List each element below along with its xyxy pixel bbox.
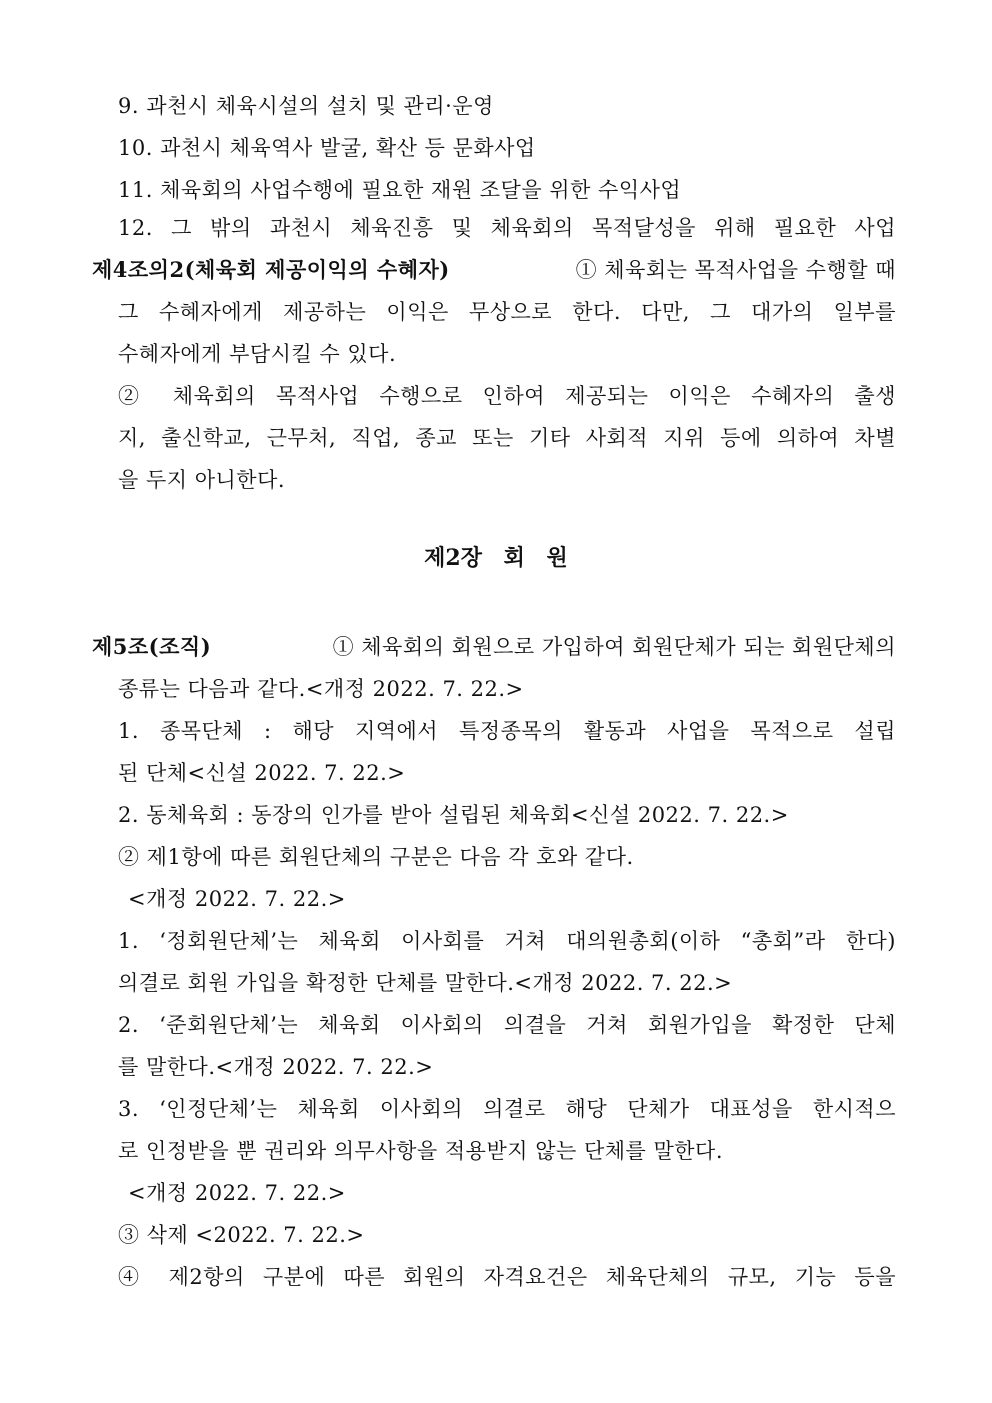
article-5-line: 3. ‘인정단체’는 체육회 이사회의 의결로 해당 단체가 대표성을 한시적으 bbox=[118, 1097, 896, 1121]
article-5-text: ① 체육회의 회원으로 가입하여 회원단체가 되는 회원단체의 bbox=[332, 635, 896, 659]
list-item-9: 9. 과천시 체육시설의 설치 및 관리·운영 bbox=[118, 94, 494, 118]
article-5-line: 2. 동체육회 : 동장의 인가를 받아 설립된 체육회<신설 2022. 7. 22.> bbox=[118, 803, 789, 827]
chapter-title: 제2장 회 원 bbox=[424, 545, 568, 571]
article-4-2-line-3: 수혜자에게 부담시킬 수 있다. bbox=[118, 342, 397, 366]
article-5-line: ② 제1항에 따른 회원단체의 구분은 다음 각 호와 같다. bbox=[118, 845, 634, 869]
article-4-2-line-4: ② 체육회의 목적사업 수행으로 인하여 제공되는 이익은 수혜자의 출생 bbox=[118, 384, 896, 408]
article-5-line: ③ 삭제 <2022. 7. 22.> bbox=[118, 1223, 365, 1247]
article-5-line: 종류는 다음과 같다.<개정 2022. 7. 22.> bbox=[118, 677, 524, 701]
article-5-heading: 제5조(조직) bbox=[92, 634, 212, 659]
article-5-line: 2. ‘준회원단체’는 체육회 이사회의 의결을 거쳐 회원가입을 확정한 단체 bbox=[118, 1013, 896, 1037]
article-4-2-first-line bbox=[92, 255, 896, 285]
article-5-line: 의결로 회원 가입을 확정한 단체를 말한다.<개정 2022. 7. 22.> bbox=[118, 971, 733, 995]
article-5-line: <개정 2022. 7. 22.> bbox=[128, 887, 346, 911]
list-item-12: 12. 그 밖의 과천시 체육진흥 및 체육회의 목적달성을 위해 필요한 사업 bbox=[118, 216, 896, 240]
article-5-line: 1. ‘정회원단체’는 체육회 이사회를 거쳐 대의원총회(이하 “총회”라 한다) bbox=[118, 929, 896, 953]
article-5-line: ④ 제2항의 구분에 따른 회원의 자격요건은 체육단체의 규모, 기능 등을 bbox=[118, 1265, 896, 1289]
article-5-line: 된 단체<신설 2022. 7. 22.> bbox=[118, 761, 406, 785]
article-5-line: 를 말한다.<개정 2022. 7. 22.> bbox=[118, 1055, 434, 1079]
list-item-10: 10. 과천시 체육역사 발굴, 확산 등 문화사업 bbox=[118, 136, 536, 160]
article-4-2-text: ① 체육회는 목적사업을 수행할 때 bbox=[575, 258, 896, 282]
article-4-2-heading: 제4조의2(체육회 제공이익의 수혜자) bbox=[92, 257, 450, 282]
article-4-2-line-6: 을 두지 아니한다. bbox=[118, 468, 286, 492]
article-5-line: <개정 2022. 7. 22.> bbox=[128, 1181, 346, 1205]
article-5-first-line bbox=[92, 632, 896, 662]
article-4-2-line-5: 지, 출신학교, 근무처, 직업, 종교 또는 기타 사회적 지위 등에 의하여 차별 bbox=[118, 426, 896, 450]
list-item-11: 11. 체육회의 사업수행에 필요한 재원 조달을 위한 수익사업 bbox=[118, 178, 682, 202]
article-5-line: 1. 종목단체 : 해당 지역에서 특정종목의 활동과 사업을 목적으로 설립 bbox=[118, 719, 896, 743]
article-5-line: 로 인정받을 뿐 권리와 의무사항을 적용받지 않는 단체를 말한다. bbox=[118, 1139, 724, 1163]
article-4-2-line-2: 그 수혜자에게 제공하는 이익은 무상으로 한다. 다만, 그 대가의 일부를 bbox=[118, 300, 896, 324]
